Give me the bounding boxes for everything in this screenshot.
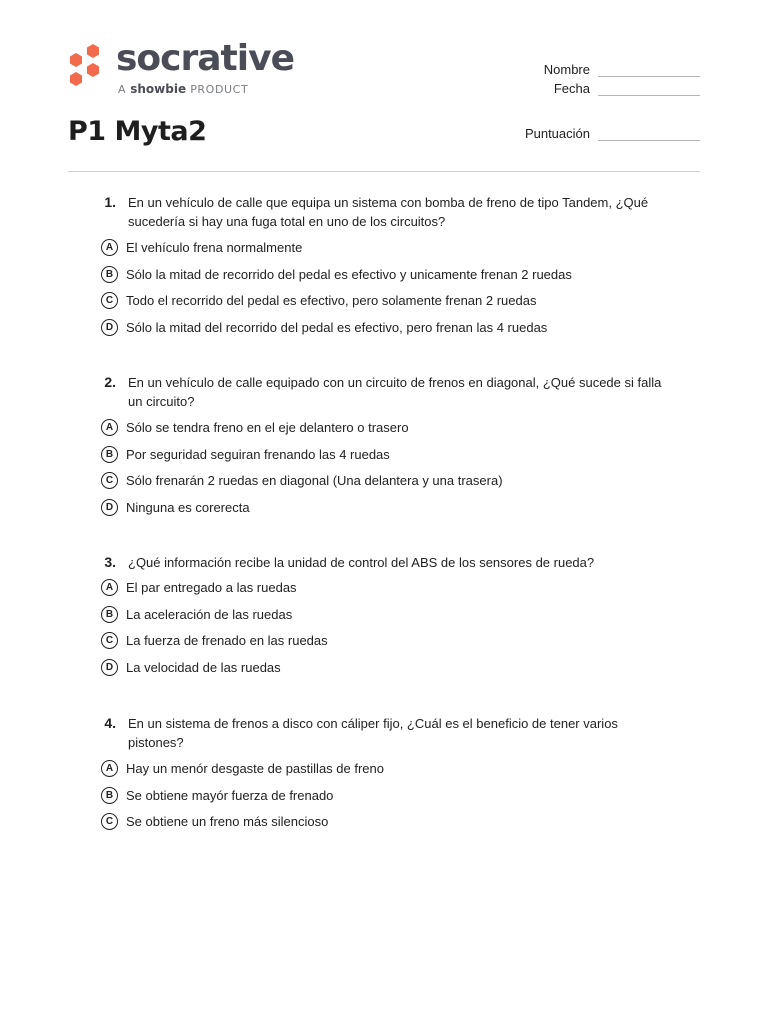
answer-letter-badge: A: [101, 419, 118, 436]
answer-letter-badge: C: [101, 632, 118, 649]
answer-option: [101, 234, 680, 261]
question-3: [100, 553, 680, 681]
answer-text: Ninguna es corerecta: [126, 499, 250, 515]
question-4: [100, 714, 680, 835]
brand-tagline: [118, 82, 248, 96]
answer-letter-badge: D: [101, 319, 118, 336]
score-line: [598, 126, 700, 141]
answer-text: Sólo la mitad del recorrido del pedal es efectivo, pero frenan las 4 ruedas: [126, 319, 548, 335]
answer-letter-badge: C: [101, 472, 118, 489]
question-number: 2.: [104, 374, 116, 390]
score-field: [500, 126, 700, 141]
question-text: ¿Qué información recibe la unidad de control del ABS de los sensores de rueda?: [128, 555, 595, 570]
date-line: [598, 81, 700, 96]
answer-letter-badge: A: [101, 579, 118, 596]
answer-text: La aceleración de las ruedas: [126, 606, 293, 622]
answer-text: Sólo frenarán 2 ruedas en diagonal (Una delantera y una trasera): [126, 473, 503, 489]
tagline-brand: showbie: [130, 82, 187, 96]
answer-text: Se obtiene un freno más silencioso: [126, 814, 329, 830]
question-number: 3.: [104, 554, 116, 570]
brand-name: socrative: [116, 38, 294, 79]
question-text: En un vehículo de calle equipado con un circuito de frenos en diagonal, ¿Qué sucede si falla un circuito?: [128, 375, 662, 409]
name-label: Nombre: [543, 62, 590, 77]
answer-option: [101, 261, 680, 288]
question-number: 1.: [104, 194, 116, 210]
answer-text: El par entregado a las ruedas: [126, 579, 297, 595]
name-field: [500, 62, 700, 77]
answer-text: Sólo se tendra freno en el eje delantero o trasero: [126, 419, 409, 435]
answer-letter-badge: C: [101, 813, 118, 830]
tagline-prefix: A: [118, 83, 127, 96]
answer-option: [101, 654, 680, 681]
answer-letter-badge: A: [101, 760, 118, 777]
answer-text: Por seguridad seguiran frenando las 4 ruedas: [126, 446, 390, 462]
answer-option: [101, 601, 680, 628]
question-1: [100, 193, 680, 341]
answer-option: [101, 755, 680, 782]
answer-text: Se obtiene mayór fuerza de frenado: [126, 787, 334, 803]
answer-letter-badge: B: [101, 446, 118, 463]
question-2: [100, 373, 680, 521]
answer-letter-badge: B: [101, 266, 118, 283]
answer-text: La velocidad de las ruedas: [126, 659, 281, 675]
date-label: Fecha: [553, 81, 590, 96]
header-divider: [68, 171, 700, 172]
question-text: En un sistema de frenos a disco con cáliper fijo, ¿Cuál es el beneficio de tener varios pistones?: [128, 716, 618, 750]
score-label: Puntuación: [524, 126, 590, 141]
name-line: [598, 62, 700, 77]
date-field: [500, 81, 700, 96]
answer-letter-badge: B: [101, 606, 118, 623]
answer-text: La fuerza de frenado en las ruedas: [126, 633, 328, 649]
answer-option: [101, 414, 680, 441]
question-text: En un vehículo de calle que equipa un sistema con bomba de freno de tipo Tandem, ¿Qué sucedería si hay una fuga total en uno de los circuitos?: [128, 195, 649, 229]
answer-option: [101, 627, 680, 654]
quiz-title: P1 Myta2: [68, 116, 207, 147]
answer-text: Sólo la mitad de recorrido del pedal es efectivo y unicamente frenan 2 ruedas: [126, 266, 572, 282]
tagline-suffix: PRODUCT: [190, 83, 249, 96]
answer-option: [101, 494, 680, 521]
answer-letter-badge: D: [101, 499, 118, 516]
answer-letter-badge: C: [101, 292, 118, 309]
question-number: 4.: [104, 715, 116, 731]
answer-option: [101, 808, 680, 835]
answer-text: El vehículo frena normalmente: [126, 239, 303, 255]
answer-text: Hay un menór desgaste de pastillas de freno: [126, 760, 384, 776]
hexagon-cluster-icon: [66, 43, 106, 95]
answer-letter-badge: B: [101, 787, 118, 804]
answer-option: [101, 441, 680, 468]
answer-option: [101, 782, 680, 809]
answer-option: [101, 467, 680, 494]
answer-letter-badge: D: [101, 659, 118, 676]
answer-option: [101, 314, 680, 341]
answer-option: [101, 574, 680, 601]
answer-option: [101, 287, 680, 314]
answer-text: Todo el recorrido del pedal es efectivo, pero solamente frenan 2 ruedas: [126, 293, 537, 309]
answer-letter-badge: A: [101, 239, 118, 256]
